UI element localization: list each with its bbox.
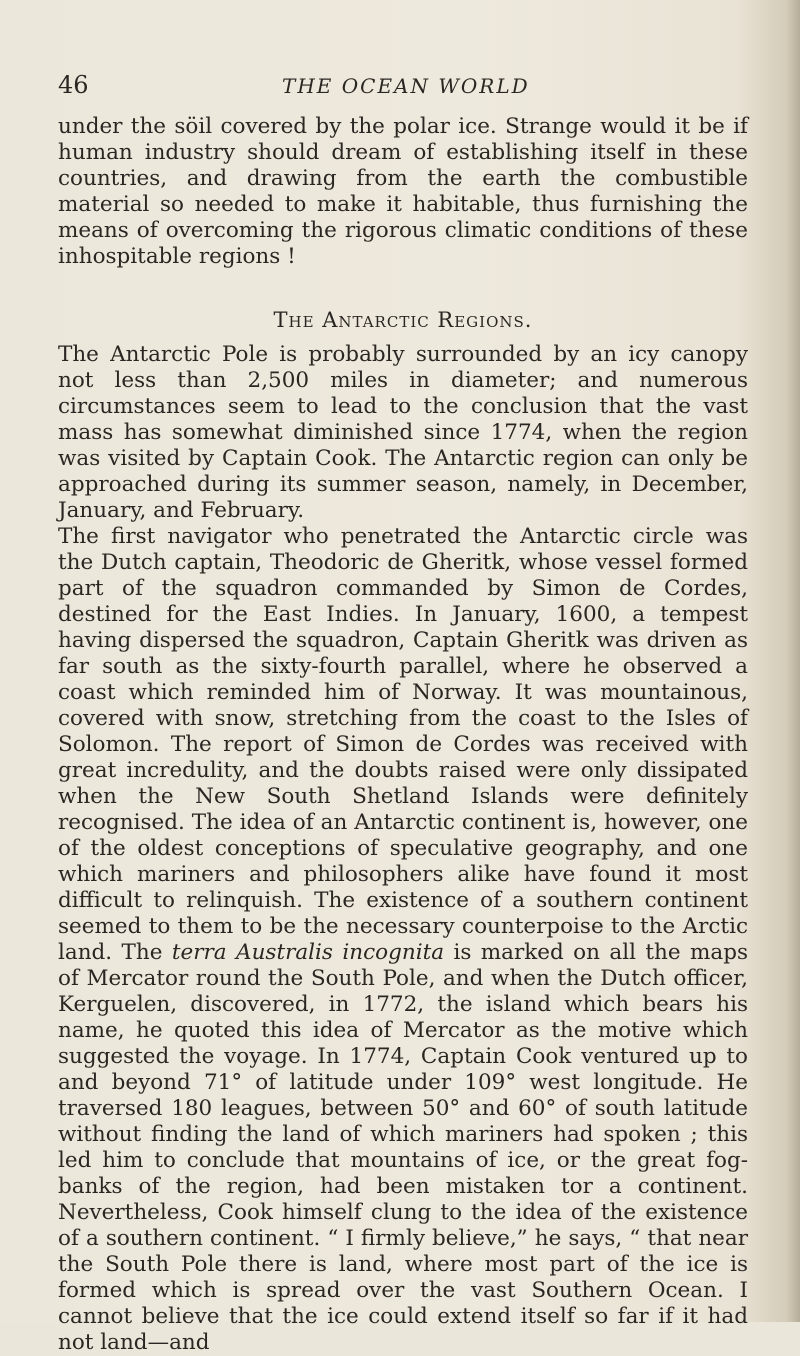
paragraph-antarctic-pole: The Antarctic Pole is probably surrounded by an icy canopy not less than 2,500 miles in diameter; and numerous circumstances seem to lead to the conclusion that the vast mass has somewhat diminished since 1774, when the region was visited by Captain Cook. The Antarctic region can only be approached during its summer season, namely, in December, January, and February. xyxy=(58,342,748,523)
section-text-block xyxy=(58,342,748,1356)
opening-paragraph: under the söil covered by the polar ice. Strange would it be if human industry should dream of establishing itself in these countries, and drawing from the earth the combustible material so needed to make it habitable, thus furnishing the means of overcoming the rigorous climatic conditions of these inhospitable regions ! xyxy=(58,114,748,269)
running-head xyxy=(58,70,758,104)
section-heading: The Antarctic Regions. xyxy=(273,308,533,332)
opening-text-block xyxy=(58,114,748,270)
page-edge-shadow xyxy=(786,0,800,1322)
page-number: 46 xyxy=(58,71,89,99)
paragraph-text: The first navigator who penetrated the Antarctic circle was the Dutch captain, Theodoric de Gheritk, whose vessel formed part of the squadron commanded by Simon de Cordes, destined for the East Indies. In January, 1600, a tempest having dispersed the squadron, Captain Gheritk was driven as far south as the sixty-fourth parallel, where he observed a coast which reminded him of Norway. It was mountainous, covered with snow, stretching from the coast to the Isles of Solomon. The report of Simon de Cordes was received with great incredulity, and the doubts raised were only dissipated when the New South Shetland Islands were definitely recognised. The idea of an Antarctic continent is, however, one of the oldest conceptions of speculative geography, and one which mariners and philosophers alike have found it most difficult to relinquish. The existence of a southern continent seemed to them to be the necessary counterpoise to the Arctic land. The xyxy=(58,524,748,965)
running-title: THE OCEAN WORLD xyxy=(282,74,530,98)
latin-term: terra Australis incognita xyxy=(171,940,445,965)
paragraph-first-navigator xyxy=(58,524,748,1356)
paragraph-text: is marked on all the maps of Mercator round the South Pole, and when the Dutch officer, Kerguelen, discovered, in 1772, the island which bears his name, he quoted this idea of Mercator as the motive which suggested the voyage. In 1774, Captain Cook ventured up to and beyond 71° of latitude under 109° west longitude. He traversed 180 leagues, between 50° and 60° of south latitude without finding the land of which mariners had spoken ; this led him to conclude that mountains of ice, or the great fog-banks of the region, had been mistaken tor a continent. Nevertheless, Cook himself clung to the idea of the existence of a southern continent. “ I firmly believe,” he says, “ that near the South Pole there is land, where most part of the ice is formed which is spread over the vast Southern Ocean. I cannot believe that the ice could extend itself so far if it had not land—and xyxy=(58,940,748,1355)
